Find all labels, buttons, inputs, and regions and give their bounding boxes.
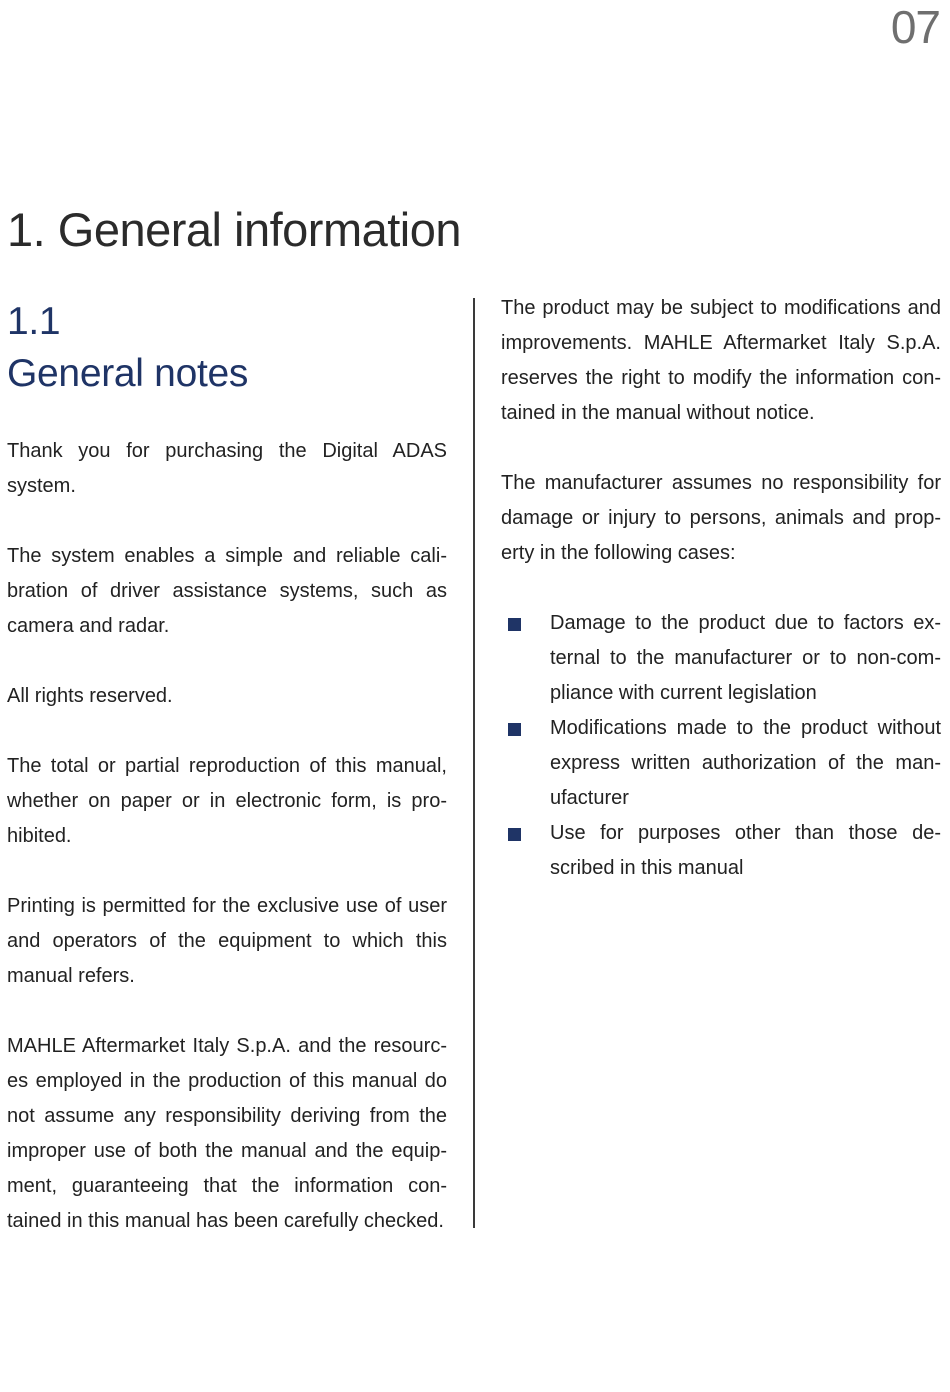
section-title: General notes bbox=[7, 352, 249, 395]
chapter-title: 1. General information bbox=[7, 203, 462, 256]
list-item-text: Damage to the product due to factors external to the manufacturer or to non-compliance with current legislation bbox=[550, 612, 941, 704]
left-column bbox=[7, 296, 447, 1274]
list-item bbox=[501, 606, 941, 711]
paragraph-reproduction: The total or partial reproduction of this manual, whether on paper or in electronic form, is prohibited. bbox=[7, 755, 447, 847]
paragraph-printing: Printing is permitted for the exclusive use of user and operators of the equipment to which this manual refers. bbox=[7, 895, 447, 987]
paragraph-responsibility: The manufacturer assumes no responsibility for damage or injury to persons, animals and property in the following cases: bbox=[501, 472, 941, 564]
list-item-text: Use for purposes other than those described in this manual bbox=[550, 822, 941, 879]
square-bullet-icon bbox=[508, 618, 521, 631]
right-column bbox=[501, 291, 941, 886]
paragraph-thanks: Thank you for purchasing the Digital ADAS system. bbox=[7, 440, 447, 497]
paragraph-rights: All rights reserved. bbox=[7, 685, 173, 707]
square-bullet-icon bbox=[508, 828, 521, 841]
paragraph-system-description: The system enables a simple and reliable calibration of driver assistance systems, such as camera and radar. bbox=[7, 545, 447, 637]
responsibility-list bbox=[501, 606, 941, 886]
section-heading bbox=[7, 296, 447, 400]
section-number: 1.1 bbox=[7, 300, 61, 343]
column-divider bbox=[473, 298, 475, 1228]
paragraph-liability: MAHLE Aftermarket Italy S.p.A. and the resources employed in the production of this manual do not assume any responsibility deriving from the improper use of both the manual and the equipment, guaranteeing that the information contained in this manual has been carefully checked. bbox=[7, 1035, 447, 1232]
page-number: 07 bbox=[890, 1, 940, 53]
paragraph-modifications: The product may be subject to modifications and improvements. MAHLE Aftermarket Italy S.p.A. reserves the right to modify the information contained in the manual without notice. bbox=[501, 297, 941, 424]
list-item bbox=[501, 711, 941, 816]
list-item bbox=[501, 816, 941, 886]
square-bullet-icon bbox=[508, 723, 521, 736]
list-item-text: Modifications made to the product without express written authorization of the manufacturer bbox=[550, 717, 941, 809]
